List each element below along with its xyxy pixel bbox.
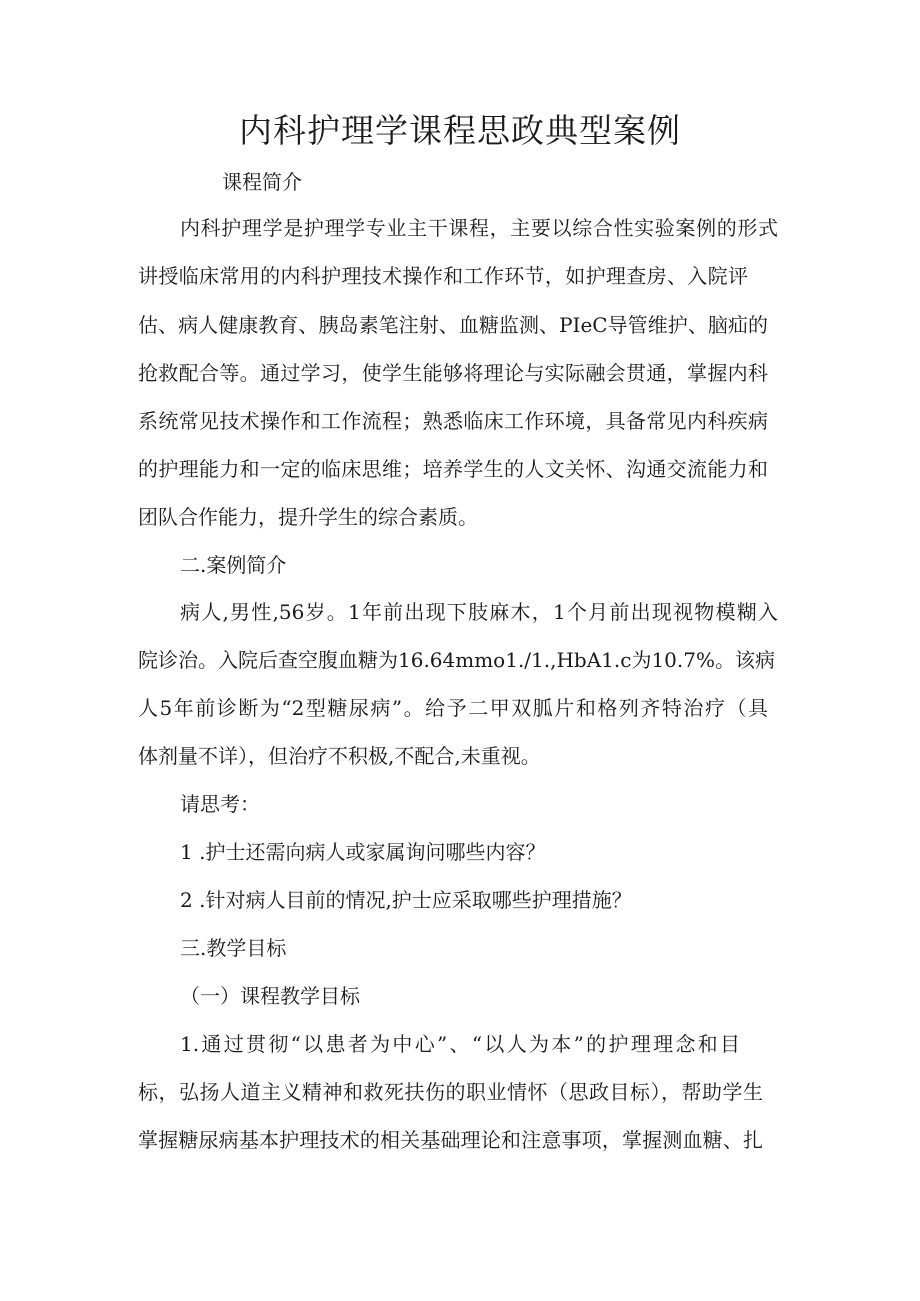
paragraph-line: 内科护理学是护理学专业主干课程，主要以综合性实验案例的形式 xyxy=(180,216,778,240)
paragraph-line: 人5年前诊断为“2型糖尿病”。给予二甲双胍片和格列齐特治疗（具 xyxy=(138,696,768,720)
paragraph-line: 的护理能力和一定的临床思维；培养学生的人文关怀、沟通交流能力和 xyxy=(138,457,768,481)
paragraph-line: 讲授临床常用的内科护理技术操作和工作环节，如护理查房、入院评 xyxy=(138,264,748,288)
paragraph-line: 体剂量不详），但治疗不积极,不配合,未重视。 xyxy=(138,744,541,768)
subsection-heading: （一）课程教学目标 xyxy=(180,984,360,1008)
section-heading-case-intro: 二.案例简介 xyxy=(180,553,287,577)
paragraph-line: 团队合作能力，提升学生的综合素质。 xyxy=(138,505,478,529)
paragraph-line: 系统常见技术操作和工作流程；熟悉临床工作环境，具备常见内科疾病 xyxy=(138,409,768,433)
think-label: 请思考： xyxy=(180,792,260,816)
paragraph-line: 标，弘扬人道主义精神和救死扶伤的职业情怀（思政目标），帮助学生 xyxy=(138,1080,763,1104)
paragraph-line: 掌握糖尿病基本护理技术的相关基础理论和注意事项，掌握测血糖、扎 xyxy=(138,1128,763,1152)
section-heading-teaching-goals: 三.教学目标 xyxy=(180,936,287,960)
document-title: 内科护理学课程思政典型案例 xyxy=(239,111,681,150)
question-item: 1 .护士还需向病人或家属询问哪些内容？ xyxy=(180,840,546,864)
paragraph-line: 病人,男性,56岁。1年前出现下肢麻木，1个月前出现视物模糊入 xyxy=(180,600,778,624)
paragraph-line: 院诊治。入院后查空腹血糖为16.64mmo1./1.,HbA1.c为10.7%。该病 xyxy=(138,648,775,672)
paragraph-line: 抢救配合等。通过学习，使学生能够将理论与实际融会贯通，掌握内科 xyxy=(138,361,768,385)
paragraph-line: 估、病人健康教育、胰岛素笔注射、血糖监测、PIeC导管维护、脑疝的 xyxy=(138,313,768,337)
section-heading-course-intro: 课程简介 xyxy=(222,170,302,194)
question-item: 2 .针对病人目前的情况,护士应采取哪些护理措施？ xyxy=(180,888,632,912)
paragraph-line: 1.通过贯彻“以患者为中心”、“以人为本”的护理理念和目 xyxy=(180,1032,740,1056)
